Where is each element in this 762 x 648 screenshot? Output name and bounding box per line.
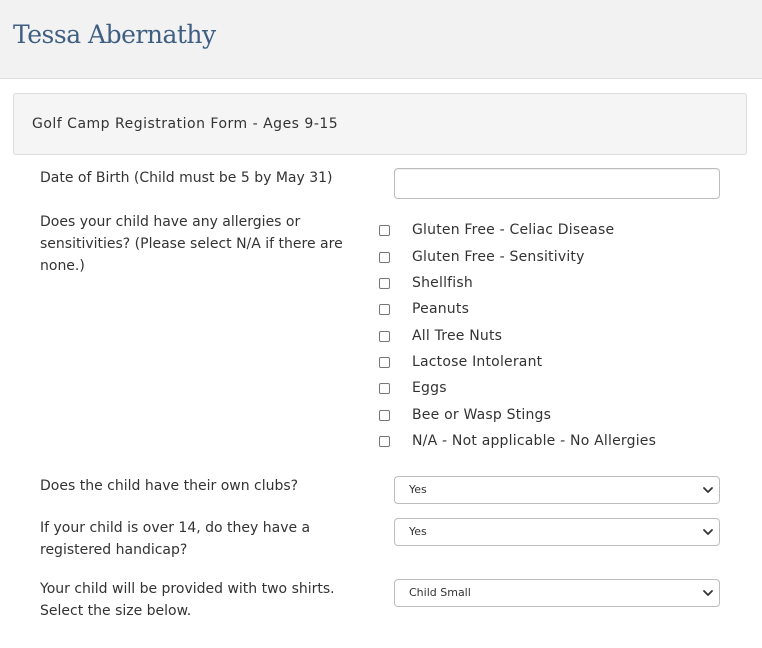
shirt-size-select[interactable] bbox=[394, 579, 720, 607]
allergies-label: Does your child have any allergies or sensitivities? (Please select N/A if there are none.) bbox=[40, 214, 343, 274]
checkbox[interactable] bbox=[379, 331, 390, 342]
allergy-option-gluten-sensitivity[interactable] bbox=[378, 247, 678, 267]
checkbox[interactable] bbox=[379, 357, 390, 368]
checkbox[interactable] bbox=[379, 252, 390, 263]
handicap-select[interactable] bbox=[394, 518, 720, 546]
dob-input[interactable] bbox=[394, 168, 720, 199]
chevron-down-icon bbox=[701, 483, 715, 497]
shirt-size-label: Your child will be provided with two shirts. Select the size below. bbox=[40, 581, 335, 619]
checkbox[interactable] bbox=[379, 278, 390, 289]
allergy-option-label: Lactose Intolerant bbox=[412, 354, 543, 370]
clubs-select[interactable] bbox=[394, 476, 720, 504]
allergy-option-stings[interactable] bbox=[378, 405, 678, 425]
form-title: Golf Camp Registration Form - Ages 9-15 bbox=[32, 116, 339, 132]
allergy-option-label: Gluten Free - Celiac Disease bbox=[412, 222, 615, 238]
allergy-option-none[interactable] bbox=[378, 431, 678, 451]
allergy-option-label: Shellfish bbox=[412, 275, 473, 291]
allergy-option-eggs[interactable] bbox=[378, 378, 678, 398]
clubs-select-value: Yes bbox=[409, 483, 427, 496]
checkbox[interactable] bbox=[379, 304, 390, 315]
checkbox[interactable] bbox=[379, 225, 390, 236]
site-title[interactable]: Tessa Abernathy bbox=[13, 20, 216, 49]
handicap-select-value: Yes bbox=[409, 525, 427, 538]
form-panel-heading bbox=[13, 93, 747, 155]
clubs-label: Does the child have their own clubs? bbox=[40, 478, 299, 494]
checkbox[interactable] bbox=[379, 410, 390, 421]
allergy-option-label: All Tree Nuts bbox=[412, 328, 503, 344]
chevron-down-icon bbox=[701, 586, 715, 600]
checkbox[interactable] bbox=[379, 383, 390, 394]
allergy-option-label: Gluten Free - Sensitivity bbox=[412, 249, 585, 265]
allergy-option-shellfish[interactable] bbox=[378, 273, 678, 293]
handicap-label: If your child is over 14, do they have a registered handicap? bbox=[40, 520, 311, 558]
checkbox[interactable] bbox=[379, 436, 390, 447]
allergy-option-peanuts[interactable] bbox=[378, 299, 678, 319]
allergy-option-lactose[interactable] bbox=[378, 352, 678, 372]
site-header bbox=[0, 0, 762, 79]
allergy-option-tree-nuts[interactable] bbox=[378, 326, 678, 346]
allergy-option-label: Peanuts bbox=[412, 301, 470, 317]
chevron-down-icon bbox=[701, 525, 715, 539]
shirt-size-select-value: Child Small bbox=[409, 586, 471, 599]
allergy-option-celiac[interactable] bbox=[378, 220, 678, 240]
dob-label: Date of Birth (Child must be 5 by May 31) bbox=[40, 170, 333, 186]
allergy-option-label: Eggs bbox=[412, 380, 447, 396]
allergy-option-label: Bee or Wasp Stings bbox=[412, 407, 552, 423]
allergy-option-label: N/A - Not applicable - No Allergies bbox=[412, 433, 657, 449]
